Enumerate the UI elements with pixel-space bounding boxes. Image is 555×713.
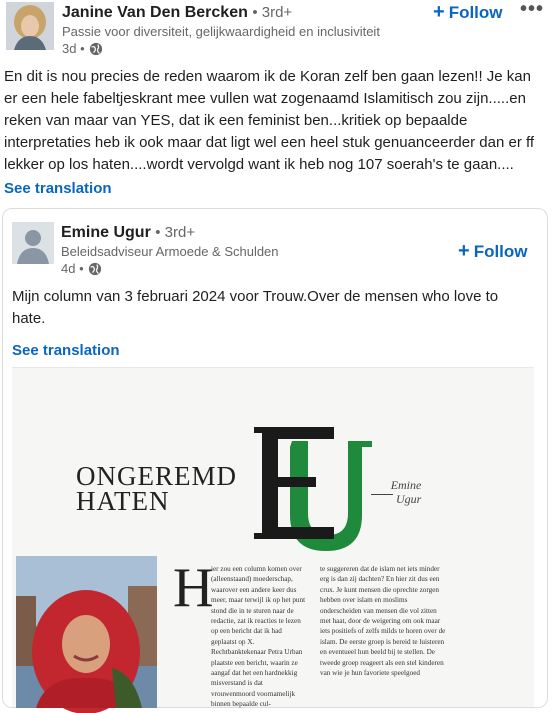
see-translation-link[interactable]: See translation	[4, 180, 112, 197]
globe-icon	[89, 42, 103, 56]
shared-follow-button[interactable]	[458, 240, 528, 263]
article-column-2	[320, 564, 446, 708]
shared-post-age: 4d •	[61, 261, 84, 276]
eu-logo	[250, 423, 380, 558]
author-photo	[16, 556, 157, 708]
article-author	[388, 478, 421, 506]
post-meta	[62, 41, 103, 56]
article-column-1	[211, 564, 307, 708]
plus-icon: +	[433, 1, 445, 23]
shared-author-name[interactable]	[61, 224, 195, 242]
article-title-line2: HATEN	[76, 486, 170, 516]
shared-follow-label: Follow	[473, 242, 528, 261]
post-age: 3d •	[62, 41, 85, 56]
author-name-text[interactable]: Janine Van Den Bercken	[62, 4, 248, 21]
article-image[interactable]	[12, 367, 534, 707]
post-author-name[interactable]	[62, 4, 292, 22]
post-text: En dit is nou precies de reden waarom ik de Koran zelf ben gaan lezen!! Je kan er een hele fabeltjeskrant mee vullen wat zogenaamd Islamitisch zou zijn.....en reken van maar van YES, dat ik een feminist ben...kritiek op bepaalde interpretaties heb ik ook maar dat ligt wel een heel stuk genuanceerder dan er ff lekker op los haten....wordt vervolgd want ik heb nog 107 soerah's te gaan....	[4, 68, 535, 173]
connection-degree: • 3rd+	[252, 4, 293, 21]
article-author-first: Emine	[390, 478, 422, 492]
author-avatar[interactable]	[6, 2, 54, 50]
article-dropcap: H	[173, 557, 214, 619]
plus-icon: +	[458, 240, 470, 262]
article-column-2-text: te suggereren dat de islam net iets minder erg is dan zij dachten? En hier zit dus een crux. Je kunt mensen die oprechte zorgen hebben over islam en moslims onderscheiden van mensen die vol zitten met haat, door de weigering om ook maar iets positiefs of zelfs milds te horen over de islam. De eerste groep is bereid te luisteren en eventueel hun beeld bij te stellen. De tweede groep reageert als een stel kinderen van wie je hun favoriete speelgoed	[320, 565, 446, 678]
article-title	[76, 461, 237, 516]
article-author-last: Ugur	[396, 492, 422, 506]
shared-post-meta	[61, 261, 102, 276]
globe-icon	[88, 262, 102, 276]
shared-see-translation-link[interactable]: See translation	[12, 342, 120, 359]
article-title-line1: ONGEREMD	[76, 461, 237, 491]
shared-author-name-text[interactable]: Emine Ugur	[61, 224, 151, 241]
ellipsis-icon[interactable]: •••	[520, 0, 545, 20]
shared-author-headline: Beleidsadviseur Armoede & Schulden	[61, 244, 279, 259]
follow-label: Follow	[448, 3, 503, 22]
article-column-1-text: ier zou een column komen over (alleenstaand) moederschap, waarover een andere keer dus meer, maar terwijl ik op het punt stond die in te sturen naar de redactie, zat ik reacties te lezen op een bericht dat ik had geplaatst op X. Rechtbanktekenaar Petra Urban plaatste een bericht, waarin ze aangaf dat het een hardnekkig misverstand is dat vrouwenmoord voornamelijk binnen bepaalde cul-	[211, 565, 306, 709]
follow-button[interactable]	[433, 1, 503, 24]
shared-author-avatar[interactable]	[12, 222, 54, 264]
post-author-headline: Passie voor diversiteit, gelijkwaardigheid en inclusiviteit	[62, 24, 380, 39]
shared-connection-degree: • 3rd+	[155, 224, 196, 241]
shared-post-text: Mijn column van 3 februari 2024 voor Trouw.Over de mensen who love to hate.	[12, 288, 499, 327]
